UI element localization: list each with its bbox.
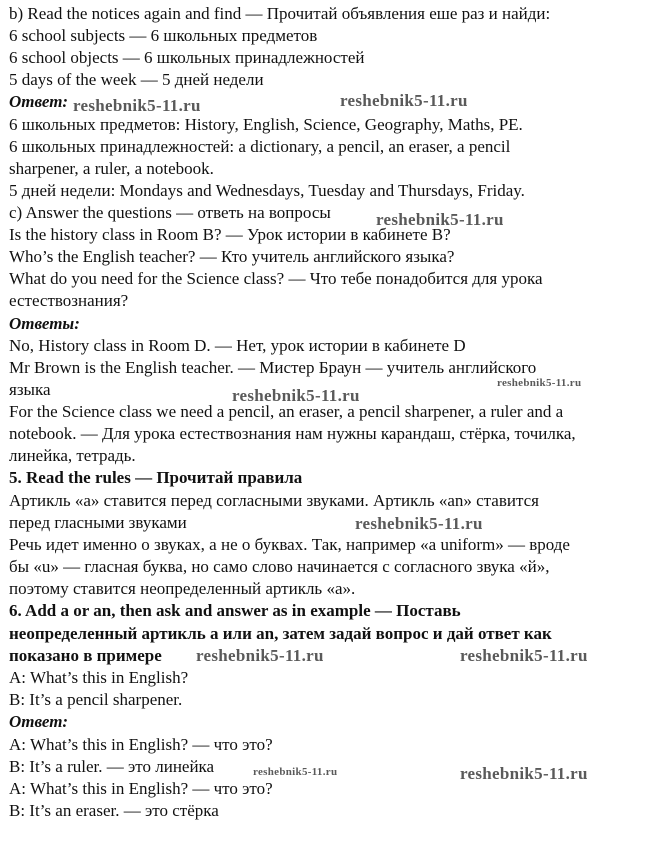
- watermark: reshebnik5-11.ru: [340, 91, 468, 110]
- rule-sounds-end: поэтому ставится неопределенный артикль «a».: [9, 579, 356, 598]
- task-c-heading: c) Answer the questions — ответь на вопросы: [9, 203, 331, 222]
- watermark: reshebnik5-11.ru: [460, 646, 588, 665]
- dialog-question-1: A: What’s this in English? — что это?: [9, 735, 273, 754]
- task-b-heading: b) Read the notices again and find — Прочитай объявления еше раз и найди:: [9, 4, 551, 23]
- answer-label: Ответ:: [9, 92, 69, 111]
- answer-history: No, History class in Room D. — Нет, урок истории в кабинете D: [9, 336, 466, 355]
- rule-article-a-an: Артикль «a» ставится перед согласными звуками. Артикль «an» ставится: [9, 491, 539, 510]
- task-6-heading-end: показано в примере: [9, 646, 162, 665]
- answer-science: For the Science class we need a pencil, an eraser, a pencil sharpener, a ruler and a: [9, 402, 564, 421]
- answers-label: Ответы:: [9, 314, 80, 333]
- rule-sounds-cont: бы «u» — гласная буква, но само слово начинается с согласного звука «й»,: [9, 557, 550, 576]
- answer-subjects: 6 школьных предметов: History, English, Science, Geography, Maths, PE.: [9, 115, 523, 134]
- find-school-subjects: 6 school subjects — 6 школьных предметов: [9, 26, 318, 45]
- answer-days: 5 дней недели: Mondays and Wednesdays, Tuesday and Thursdays, Friday.: [9, 181, 525, 200]
- answer-objects: 6 школьных принадлежностей: a dictionary, a pencil, an eraser, a pencil: [9, 137, 511, 156]
- watermark: reshebnik5-11.ru: [196, 646, 324, 665]
- watermark: reshebnik5-11.ru: [355, 514, 483, 533]
- watermark: reshebnik5-11.ru: [497, 377, 582, 389]
- question-teacher: Who’s the English teacher? — Кто учитель английского языка?: [9, 247, 455, 266]
- task-6-heading-cont: неопределенный артикль a или an, затем задай вопрос и дай ответ как: [9, 624, 552, 643]
- watermark: reshebnik5-11.ru: [73, 96, 201, 115]
- example-answer: B: It’s a pencil sharpener.: [9, 690, 183, 709]
- dialog-answer-2: B: It’s an eraser. — это стёрка: [9, 801, 219, 820]
- dialog-answer-1: B: It’s a ruler. — это линейка: [9, 757, 215, 776]
- dialog-question-2: A: What’s this in English? — что это?: [9, 779, 273, 798]
- answer-label-2: Ответ:: [9, 712, 69, 731]
- task-5-heading: 5. Read the rules — Прочитай правила: [9, 468, 303, 487]
- answer-teacher: Mr Brown is the English teacher. — Мистер Браун — учитель английского: [9, 358, 537, 377]
- watermark: reshebnik5-11.ru: [253, 766, 338, 778]
- answer-teacher-cont: языка: [9, 380, 51, 399]
- answer-science-cont: notebook. — Для урока естествознания нам нужны карандаш, стёрка, точилка,: [9, 424, 576, 443]
- find-days-of-week: 5 days of the week — 5 дней недели: [9, 70, 264, 89]
- watermark: reshebnik5-11.ru: [376, 210, 504, 229]
- watermark: reshebnik5-11.ru: [232, 386, 360, 405]
- question-history: Is the history class in Room B? — Урок истории в кабинете B?: [9, 225, 451, 244]
- task-6-heading: 6. Add a or an, then ask and answer as in example — Поставь: [9, 601, 461, 620]
- watermark: reshebnik5-11.ru: [460, 764, 588, 783]
- question-science-cont: естествознания?: [9, 291, 129, 310]
- example-question: A: What’s this in English?: [9, 668, 189, 687]
- rule-article-cont: перед гласными звуками: [9, 513, 187, 532]
- question-science: What do you need for the Science class? — Что тебе понадобится для урока: [9, 269, 543, 288]
- answer-science-end: линейка, тетрадь.: [9, 446, 136, 465]
- answer-objects-cont: sharpener, a ruler, a notebook.: [9, 159, 214, 178]
- rule-sounds: Речь идет именно о звуках, а не о буквах. Так, например «a uniform» — вроде: [9, 535, 570, 554]
- find-school-objects: 6 school objects — 6 школьных принадлежностей: [9, 48, 365, 67]
